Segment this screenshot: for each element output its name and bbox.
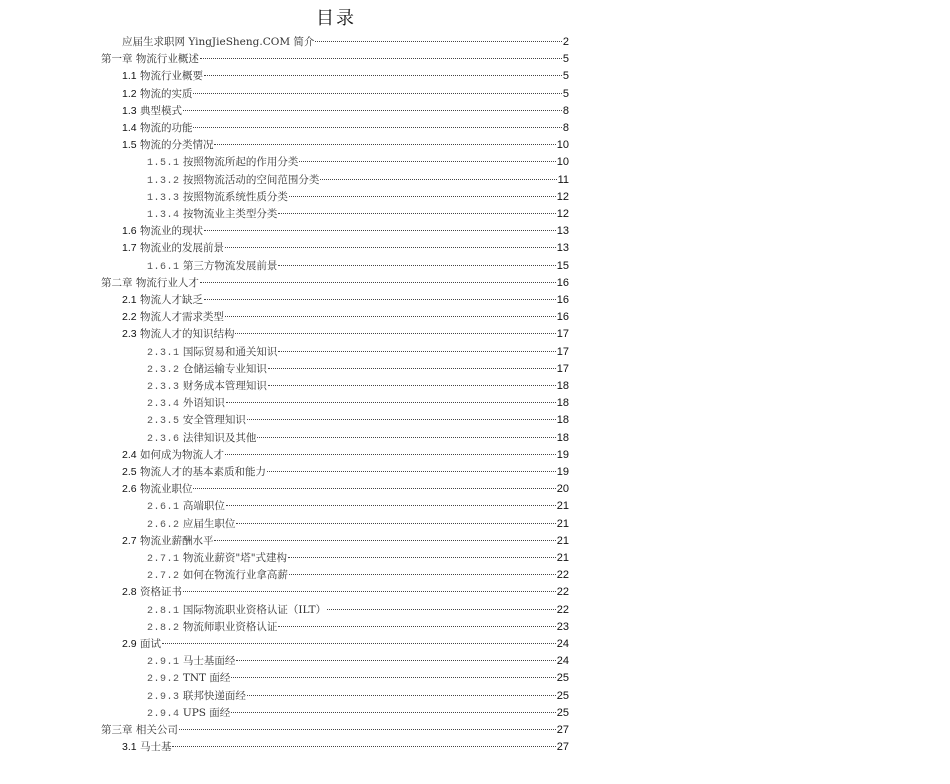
toc-entry-number: 2.3.6 [147, 433, 180, 445]
toc-entry-label: 物流行业人才 [135, 276, 199, 289]
dot-leader [193, 488, 555, 489]
dot-leader [231, 712, 555, 713]
toc-entry-label: 按物流业主类型分类 [182, 208, 278, 220]
dot-leader [289, 574, 556, 575]
dot-leader [225, 454, 556, 455]
toc-entry-label: 物流的功能 [139, 122, 193, 134]
toc-entry-label: 典型模式 [139, 104, 182, 117]
toc-entry[interactable] [147, 498, 569, 515]
toc-entry[interactable] [122, 223, 569, 240]
toc-entry-page-number: 5 [562, 70, 569, 83]
toc-entry-label: 面试 [139, 638, 161, 650]
toc-entry-page-number: 16 [556, 276, 569, 289]
toc-entry-number: 2.6 [122, 483, 137, 496]
dot-leader [327, 609, 556, 610]
toc-entry-page-number: 18 [556, 431, 569, 444]
toc-entry-page-number: 21 [556, 517, 569, 530]
dot-leader [225, 247, 556, 248]
toc-entry-page-number: 15 [556, 259, 569, 272]
toc-entry[interactable] [147, 688, 569, 705]
toc-entry-label: 国际物流职业资格认证（ILT） [182, 603, 327, 616]
toc-entry-label: 联邦快递面经 [182, 689, 246, 702]
dot-leader [267, 471, 556, 472]
dot-leader [204, 230, 556, 231]
toc-entry-page-number: 19 [556, 466, 569, 478]
toc-entry-label: UPS 面经 [182, 706, 231, 719]
toc-entry[interactable] [147, 567, 569, 584]
toc-entry-label: 物流的分类情况 [139, 139, 214, 152]
dot-leader [162, 643, 556, 644]
dot-leader [193, 93, 561, 94]
toc-entry[interactable] [147, 154, 569, 171]
toc-entry[interactable] [122, 309, 569, 326]
toc-entry-page-number: 19 [556, 448, 569, 461]
toc-entry-page-number: 22 [556, 603, 569, 616]
toc-entry-label: 仓储运输专业知识 [182, 362, 267, 375]
toc-entry-page-number: 11 [557, 173, 569, 186]
toc-entry-label: 安全管理知识 [182, 414, 246, 427]
toc-entry-number: 2.9.1 [147, 657, 180, 669]
toc-entry-label: 资格证书 [139, 586, 182, 599]
toc-entry-label: 应届生求职网 YingJieSheng.COM 简介 [122, 36, 315, 48]
toc-entry-number: 第二章 [101, 276, 133, 289]
toc-entry-page-number: 8 [562, 104, 569, 117]
toc-entry-number: 1.7 [122, 242, 137, 255]
toc-entry-label: 如何成为物流人才 [139, 448, 224, 461]
toc-entry-number: 2.3.2 [147, 364, 180, 376]
toc-entry-number: 2.8.2 [147, 622, 180, 634]
toc-entry-number: 2.9 [122, 638, 137, 650]
toc-entry[interactable] [122, 464, 569, 481]
toc-entry[interactable] [147, 602, 569, 619]
toc-entry-number: 1.6 [122, 225, 137, 238]
toc-entry[interactable] [147, 206, 569, 223]
toc-entry-page-number: 18 [556, 380, 569, 392]
dot-leader [225, 316, 556, 317]
toc-entry-label: 按照物流活动的空间范围分类 [182, 173, 320, 186]
toc-entry-label: 外语知识 [182, 397, 225, 410]
toc-entry-number: 2.2 [122, 311, 137, 324]
toc-entry[interactable] [147, 430, 569, 447]
toc-entry-number: 2.3.3 [147, 382, 180, 393]
dot-leader [214, 540, 555, 541]
toc-entry-page-number: 22 [556, 586, 569, 599]
toc-entry[interactable] [147, 258, 569, 275]
toc-entry-label: 国际贸易和通关知识 [182, 345, 278, 358]
toc-entry-number: 2.6.1 [147, 502, 180, 514]
toc-entry-page-number: 5 [562, 87, 569, 100]
toc-entry[interactable] [122, 240, 569, 257]
toc-entry-number: 2.8.1 [147, 605, 180, 617]
toc-entry-number: 2.9.4 [147, 708, 180, 720]
dot-leader [315, 41, 561, 42]
dot-leader [247, 695, 556, 696]
toc-entry[interactable] [147, 344, 569, 361]
toc-entry-label: 法律知识及其他 [182, 431, 257, 444]
toc-entry-label: 按照物流所起的作用分类 [182, 156, 299, 169]
toc-entry[interactable] [122, 481, 569, 498]
toc-entry-page-number: 5 [562, 53, 569, 66]
toc-entry-number: 2.3.4 [147, 399, 180, 411]
toc-entry[interactable] [147, 550, 569, 567]
toc-entry-number: 1.4 [122, 122, 137, 134]
toc-title: 目录 [316, 8, 356, 29]
toc-entry-page-number: 2 [562, 36, 569, 48]
toc-entry[interactable] [122, 137, 569, 154]
dot-leader [268, 385, 556, 386]
toc-entry-number: 1.1 [122, 70, 137, 83]
toc-entry-label: 物流业的发展前景 [139, 242, 224, 255]
toc-entry[interactable] [147, 653, 569, 670]
toc-entry-number: 1.6.1 [147, 261, 180, 273]
toc-entry-number: 1.2 [122, 87, 137, 100]
toc-entry-number: 第三章 [101, 724, 133, 736]
toc-entry-page-number: 24 [556, 655, 569, 668]
toc-entry-page-number: 17 [556, 362, 569, 375]
dot-leader [231, 677, 555, 678]
toc-entry[interactable] [147, 395, 569, 412]
dot-leader [235, 333, 555, 334]
toc-entry-label: 第三方物流发展前景 [182, 259, 278, 272]
toc-entry[interactable] [122, 86, 569, 103]
toc-entry-label: 物流业薪资"塔"式建构 [182, 552, 288, 564]
toc-entry-label: 物流师职业资格认证 [182, 620, 278, 633]
toc-entry-number: 2.4 [122, 448, 137, 461]
toc-entry[interactable] [122, 739, 569, 756]
dot-leader [289, 196, 556, 197]
toc-entry[interactable] [101, 722, 569, 739]
toc-entry-number: 1.3.2 [147, 175, 180, 187]
toc-entry[interactable] [122, 447, 569, 464]
toc-entry[interactable] [122, 636, 569, 653]
toc-entry-number: 1.3.4 [147, 210, 180, 221]
toc-entry-label: 马士基面经 [182, 655, 236, 668]
toc-entry[interactable] [122, 292, 569, 309]
toc-entry-page-number: 21 [556, 534, 569, 547]
toc-entry-page-number: 17 [556, 328, 569, 341]
toc-entry-number: 2.9.3 [147, 691, 180, 703]
toc-entry-number: 1.3.3 [147, 192, 180, 204]
toc-entry-label: 物流行业概要 [139, 70, 203, 83]
dot-leader [320, 179, 556, 180]
toc-entry-label: 财务成本管理知识 [182, 380, 267, 392]
toc-entry-page-number: 18 [556, 414, 569, 427]
toc-entry-number: 2.7.1 [147, 554, 180, 565]
toc-entry-label: 如何在物流行业拿高薪 [182, 569, 288, 582]
toc-entry[interactable] [147, 619, 569, 636]
toc-entry-page-number: 10 [556, 156, 569, 169]
toc-entry-label: 物流业的现状 [139, 225, 203, 238]
toc-entry[interactable] [122, 103, 569, 120]
toc-entry-label: 物流业薪酬水平 [139, 534, 214, 547]
dot-leader [299, 161, 555, 162]
toc-entry-page-number: 25 [556, 689, 569, 702]
toc-entry-number: 2.1 [122, 294, 137, 306]
toc-entry-number: 2.7 [122, 534, 137, 547]
toc-entry-page-number: 23 [556, 620, 569, 633]
toc-entry-page-number: 22 [556, 569, 569, 582]
toc-entry[interactable] [147, 361, 569, 378]
toc-entry-number: 2.3.5 [147, 416, 180, 428]
dot-leader [288, 557, 556, 558]
toc-entry-label: 物流人才的基本素质和能力 [139, 466, 266, 478]
toc-entry-page-number: 18 [556, 397, 569, 410]
toc-entry-number: 3.1 [122, 741, 137, 754]
toc-entry[interactable] [147, 412, 569, 429]
toc-entry[interactable] [147, 189, 569, 206]
dot-leader [236, 523, 555, 524]
toc-entry-label: 按照物流系统性质分类 [182, 190, 288, 203]
toc-entry-page-number: 12 [556, 208, 569, 220]
dot-leader [268, 368, 556, 369]
toc-entry-number: 1.5.1 [147, 158, 180, 170]
toc-entry-number: 1.3 [122, 104, 137, 117]
toc-entry-number: 第一章 [101, 53, 133, 66]
toc-entry-label: 物流人才缺乏 [139, 294, 203, 306]
toc-entry-label: 应届生职位 [182, 517, 236, 530]
dot-leader [257, 437, 555, 438]
toc-entry[interactable] [147, 705, 569, 722]
toc-entry-page-number: 21 [556, 552, 569, 564]
toc-entry-page-number: 25 [556, 672, 569, 685]
toc-entry-page-number: 12 [556, 190, 569, 203]
toc-entry[interactable] [101, 275, 569, 292]
dot-leader [236, 660, 555, 661]
toc-entry[interactable] [122, 533, 569, 550]
dot-leader [278, 265, 555, 266]
toc-entry-number: 2.9.2 [147, 674, 180, 686]
toc-entry-page-number: 8 [562, 122, 569, 134]
toc-entry-page-number: 16 [556, 294, 569, 306]
toc-entry-page-number: 21 [556, 500, 569, 513]
dot-leader [226, 402, 556, 403]
toc-entry-number: 2.3.1 [147, 347, 180, 359]
toc-entry-number: 2.7.2 [147, 571, 180, 583]
toc-entry-page-number: 17 [556, 345, 569, 358]
toc-entry-number: 2.3 [122, 328, 137, 341]
dot-leader [204, 75, 562, 76]
toc-entry[interactable] [122, 34, 569, 51]
toc-entry-page-number: 13 [556, 225, 569, 238]
dot-leader [226, 505, 556, 506]
toc-entry-label: 相关公司 [135, 724, 178, 736]
toc-entry-page-number: 24 [556, 638, 569, 650]
toc-entry-page-number: 13 [556, 242, 569, 255]
dot-leader [278, 213, 555, 214]
toc-entry-label: 高端职位 [182, 500, 225, 513]
toc-entry[interactable] [147, 172, 569, 189]
toc-entry-page-number: 10 [556, 139, 569, 152]
toc-entry-number: 2.5 [122, 466, 137, 478]
toc-entry-label: 物流行业概述 [135, 53, 199, 66]
dot-leader [200, 58, 562, 59]
dot-leader [172, 746, 555, 747]
toc-entry[interactable] [122, 326, 569, 343]
toc-entry[interactable] [147, 516, 569, 533]
toc-entry[interactable] [147, 378, 569, 395]
dot-leader [278, 626, 555, 627]
toc-entry-label: 物流的实质 [139, 87, 193, 100]
dot-leader [278, 351, 555, 352]
toc-entry-label: 物流人才需求类型 [139, 311, 224, 324]
toc-entry[interactable] [147, 670, 569, 687]
dot-leader [183, 591, 556, 592]
toc-entry[interactable] [122, 68, 569, 85]
dot-leader [179, 729, 556, 730]
toc-entry-page-number: 25 [556, 706, 569, 719]
dot-leader [200, 282, 556, 283]
toc-entry-label: 物流人才的知识结构 [139, 328, 235, 341]
toc-entry-number: 2.8 [122, 586, 137, 599]
toc-entry-label: 马士基 [139, 741, 172, 754]
dot-leader [204, 299, 556, 300]
toc-entry[interactable] [122, 584, 569, 601]
toc-entry-page-number: 27 [556, 741, 569, 754]
toc-entry-number: 1.5 [122, 139, 137, 152]
toc-entry-page-number: 27 [556, 724, 569, 736]
toc-entry[interactable] [122, 120, 569, 137]
dot-leader [193, 127, 561, 128]
dot-leader [183, 110, 562, 111]
toc-entry-label: 物流业职位 [139, 483, 193, 496]
toc-entry-page-number: 20 [556, 483, 569, 496]
dot-leader [247, 419, 556, 420]
toc-entry-page-number: 16 [556, 311, 569, 324]
toc-entry[interactable] [101, 51, 569, 68]
toc-entry-number: 2.6.2 [147, 519, 180, 531]
toc-entry-label: TNT 面经 [182, 672, 231, 685]
dot-leader [214, 144, 555, 145]
